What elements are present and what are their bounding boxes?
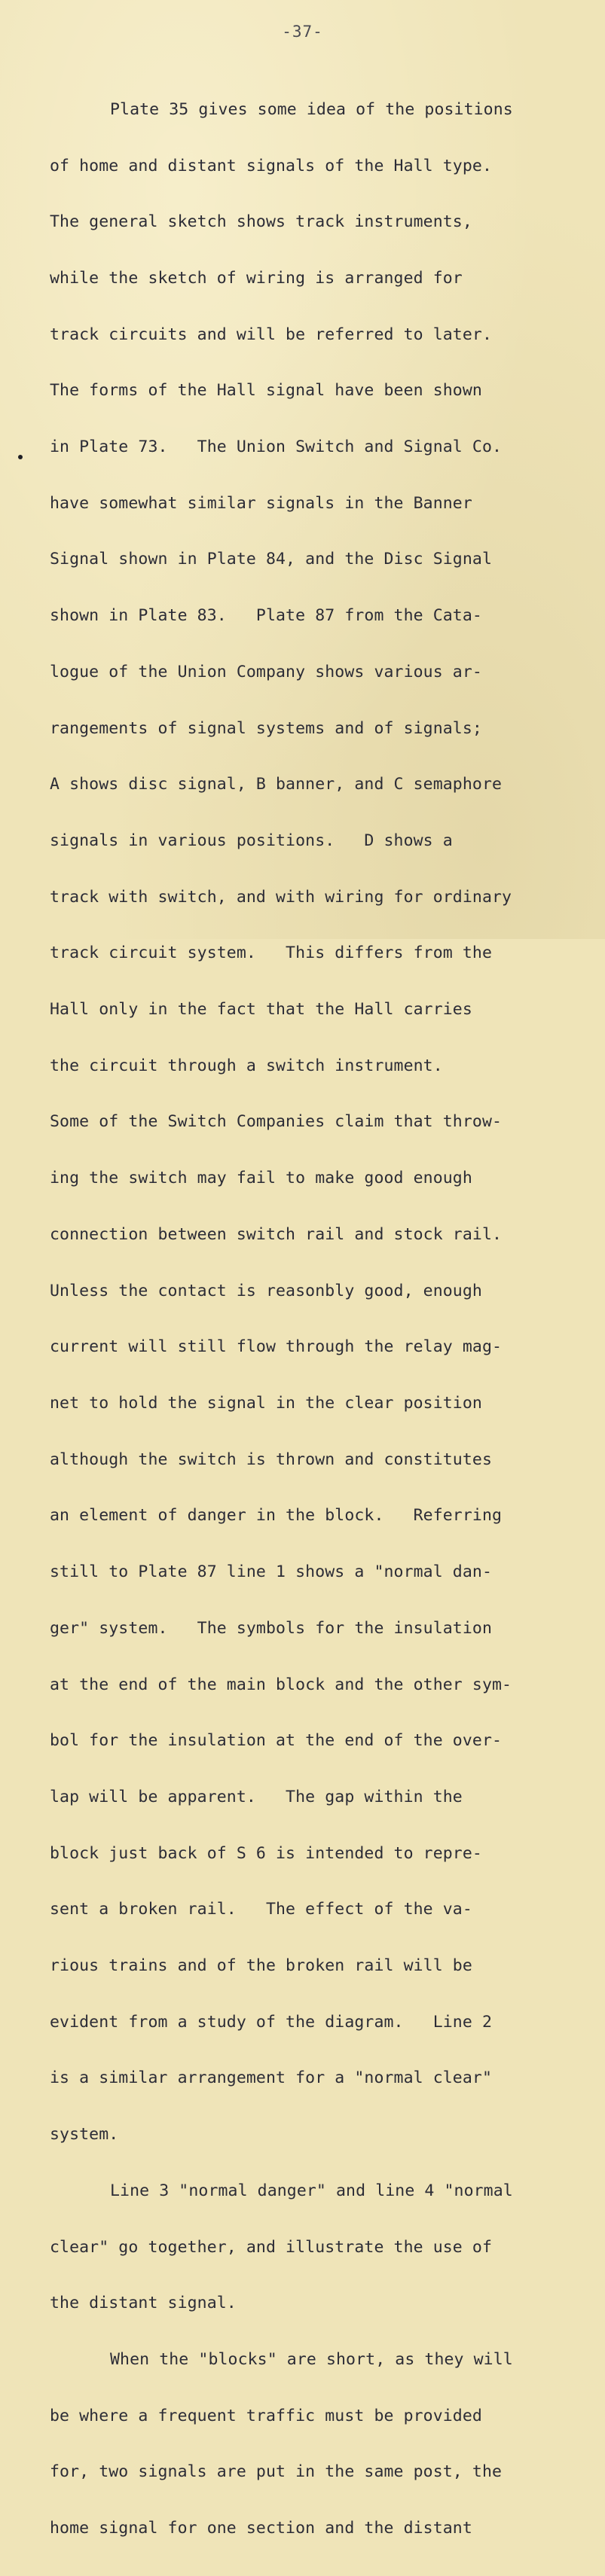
- text-line: rious trains and of the broken rail will be: [50, 1956, 472, 1976]
- text-line: while the sketch of wiring is arranged for: [50, 268, 463, 288]
- text-line: A shows disc signal, B banner, and C semaphore: [50, 775, 503, 794]
- text-line: current will still flow through the relay mag-: [50, 1337, 503, 1357]
- text-line: an element of danger in the block. Referring: [50, 1506, 503, 1526]
- text-line: block just back of S 6 is intended to repre-: [50, 1843, 482, 1863]
- body-text: [50, 63, 592, 2576]
- text-line: home signal for one section and the distant: [50, 2519, 472, 2538]
- text-line: clear" go together, and illustrate the use of: [50, 2237, 492, 2257]
- text-line: although the switch is thrown and constitutes: [50, 1450, 492, 1469]
- text-line: net to hold the signal in the clear position: [50, 1393, 482, 1413]
- text-line: be where a frequent traffic must be provided: [50, 2406, 482, 2425]
- text-line: still to Plate 87 line 1 shows a "normal dan-: [50, 1562, 492, 1582]
- text-line: is a similar arrangement for a "normal clear": [50, 2068, 492, 2088]
- margin-ink-dot: [18, 455, 23, 459]
- text-line: ger" system. The symbols for the insulation: [50, 1618, 492, 1638]
- text-line: evident from a study of the diagram. Line 2: [50, 2012, 492, 2032]
- text-line: track circuits and will be referred to later.: [50, 325, 492, 344]
- text-line: Unless the contact is reasonbly good, enough: [50, 1281, 482, 1300]
- page-number: -37-: [282, 23, 323, 41]
- text-line: at the end of the main block and the other sym-: [50, 1675, 512, 1694]
- text-line: Line 3 "normal danger" and line 4 "normal: [110, 2181, 513, 2200]
- text-line: The forms of the Hall signal have been shown: [50, 381, 482, 401]
- text-line: Signal shown in Plate 84, and the Disc Signal: [50, 550, 492, 569]
- text-line: for, two signals are put in the same post, the: [50, 2462, 503, 2482]
- text-line: the distant signal.: [50, 2294, 237, 2313]
- text-line: logue of the Union Company shows various ar-: [50, 662, 482, 681]
- text-line: The general sketch shows track instruments,: [50, 212, 472, 232]
- text-line: When the "blocks" are short, as they will: [110, 2349, 513, 2369]
- text-line: connection between switch rail and stock rail.: [50, 1224, 503, 1244]
- text-line: track with switch, and with wiring for ordinary: [50, 887, 512, 907]
- text-line: the circuit through a switch instrument.: [50, 1056, 443, 1075]
- text-line: signals in various positions. D shows a: [50, 831, 453, 850]
- text-line: rangements of signal systems and of signals;: [50, 718, 482, 738]
- text-line: lap will be apparent. The gap within the: [50, 1787, 463, 1806]
- text-line: system.: [50, 2125, 119, 2145]
- text-line: Hall only in the fact that the Hall carries: [50, 1000, 472, 1020]
- text-line: track circuit system. This differs from the: [50, 944, 492, 963]
- text-line: shown in Plate 83. Plate 87 from the Cata-: [50, 606, 482, 626]
- text-line: in Plate 73. The Union Switch and Signal Co.: [50, 437, 503, 457]
- text-line: ing the switch may fail to make good enough: [50, 1169, 472, 1188]
- text-line: sent a broken rail. The effect of the va-: [50, 1900, 472, 1919]
- text-line: Some of the Switch Companies claim that throw-: [50, 1112, 503, 1132]
- text-line: Plate 35 gives some idea of the positions: [110, 99, 513, 119]
- text-line: of home and distant signals of the Hall type.: [50, 156, 492, 175]
- text-line: bol for the insulation at the end of the over-: [50, 1731, 503, 1751]
- text-line: have somewhat similar signals in the Banner: [50, 493, 472, 513]
